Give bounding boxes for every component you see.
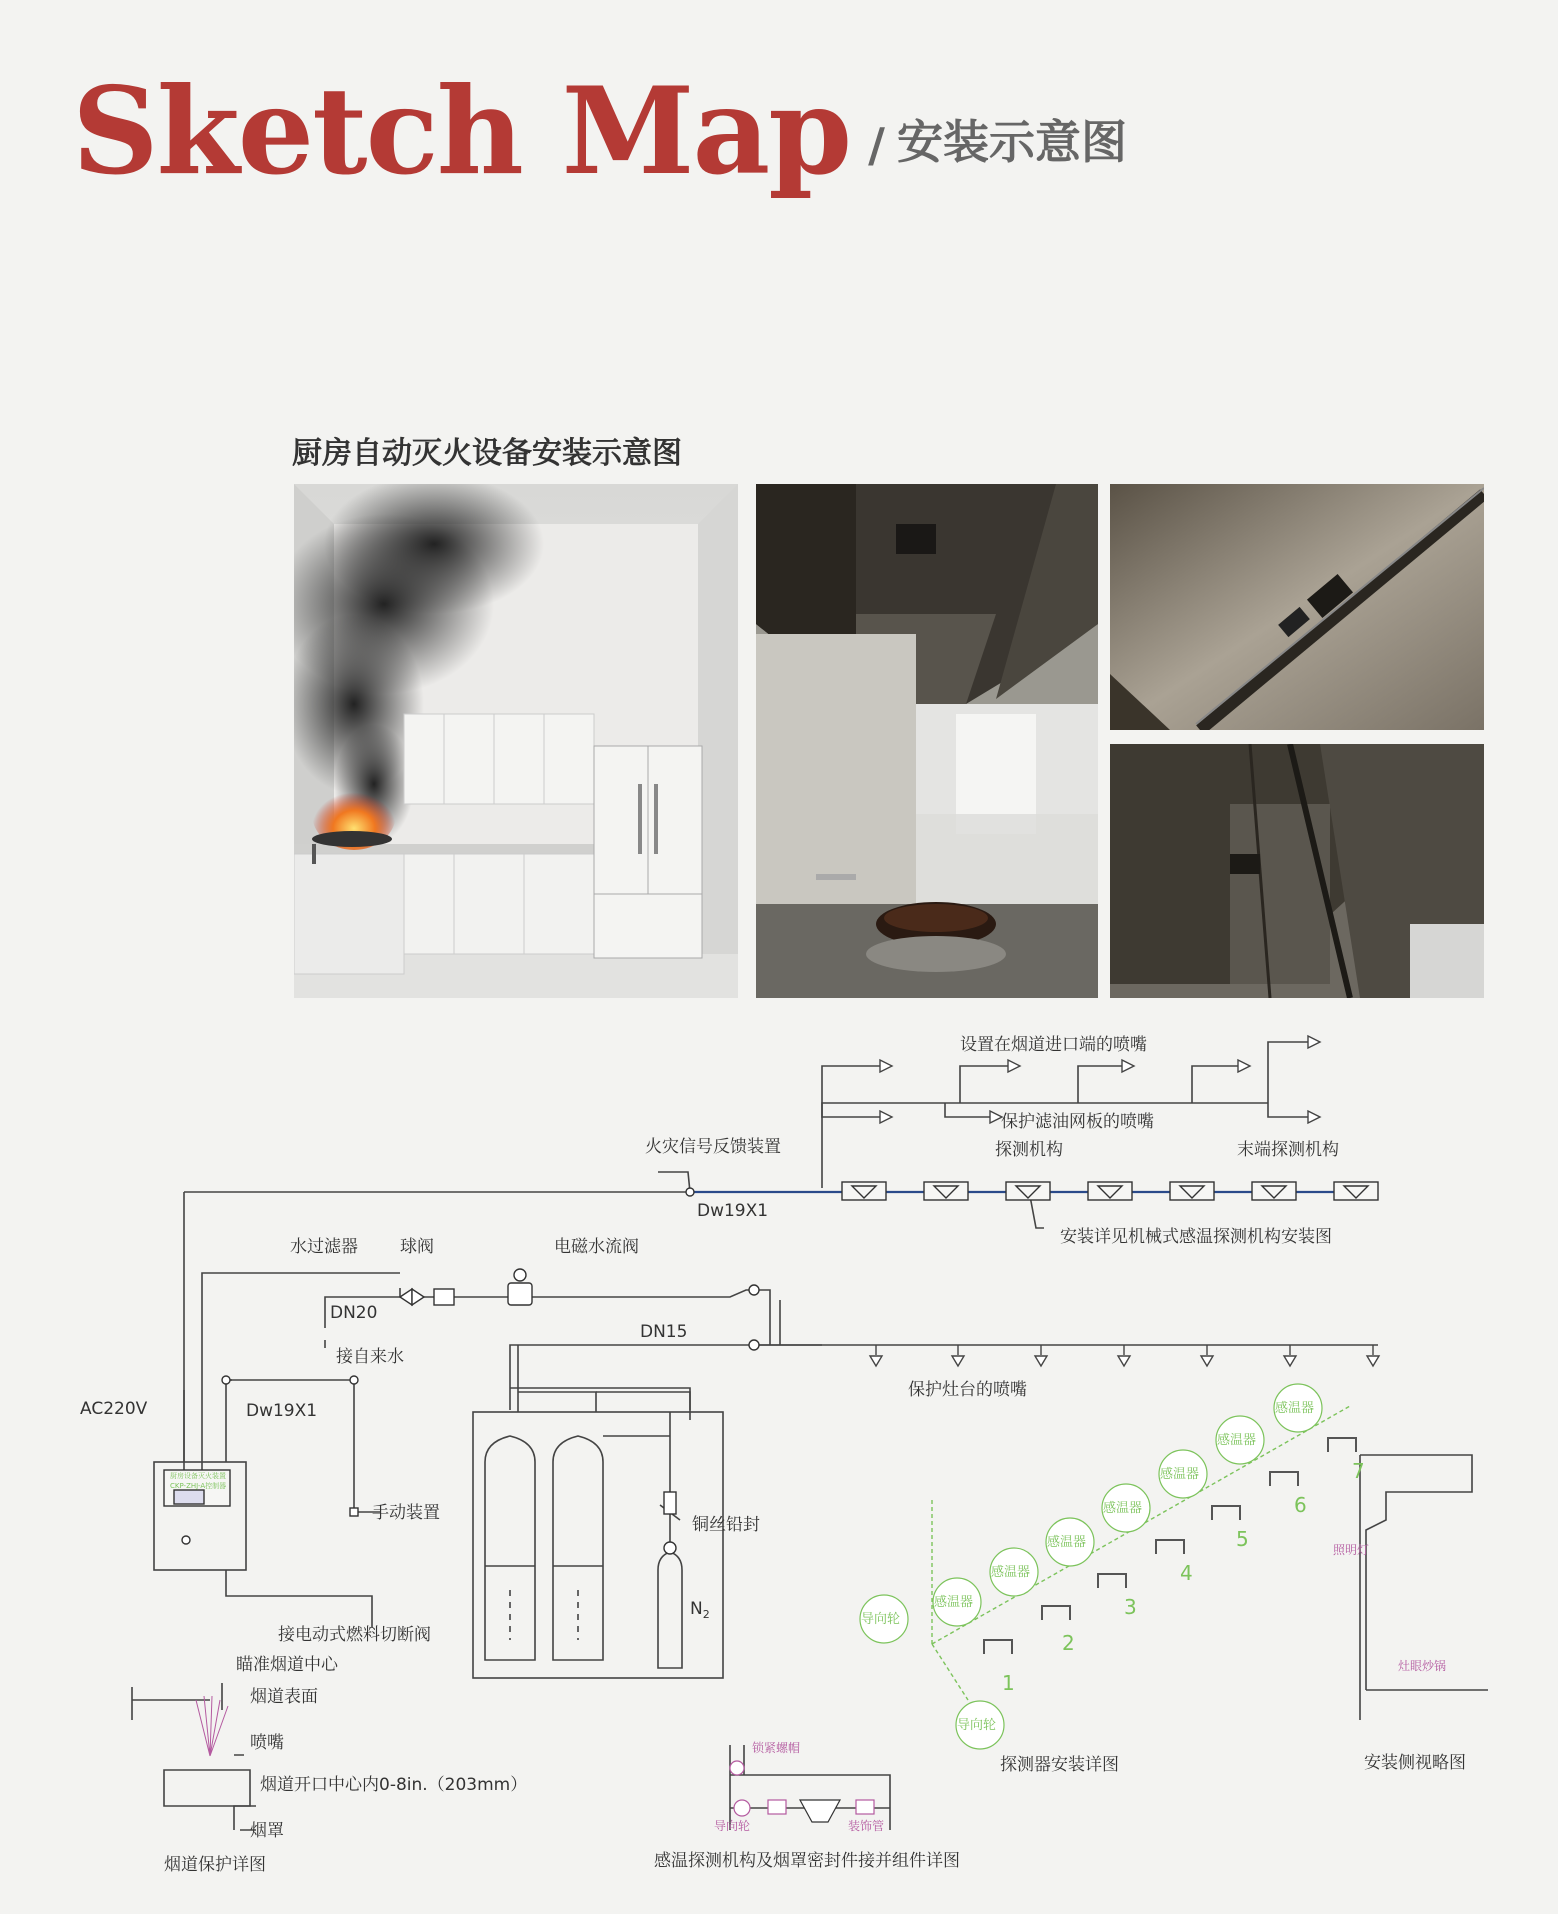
detector-number-1: 1: [1002, 1671, 1015, 1695]
label-detector: 探测机构: [995, 1140, 1063, 1160]
label-filter-nozzle: 保护滤油网板的喷嘴: [1001, 1112, 1154, 1132]
label-fire-signal: 火灾信号反馈装置: [645, 1137, 781, 1157]
label-manual-device: 手动装置: [372, 1503, 440, 1523]
label-n2: $N_2$: [690, 1599, 710, 1621]
label-tap-water: 接自来水: [336, 1347, 404, 1367]
label-ac220v: AC220V: [80, 1399, 148, 1419]
sensor-label-1: 感温器: [934, 1595, 974, 1610]
label-install-ref: 安装详见机械式感温探测机构安装图: [1060, 1227, 1332, 1247]
sensor-label-6: 感温器: [1217, 1433, 1257, 1448]
label-fuel-cutoff: 接电动式燃料切断阀: [278, 1625, 431, 1645]
side-view-caption: 安装侧视略图: [1364, 1753, 1466, 1773]
control-box-line1: 厨房设备灭火装置: [170, 1472, 226, 1480]
detector-number-4: 4: [1180, 1561, 1193, 1585]
duct-distance-label: 烟道开口中心内0-8in.（203mm）: [260, 1775, 528, 1795]
detector-number-6: 6: [1294, 1493, 1307, 1517]
label-cable-top: Dw19X1: [697, 1201, 769, 1221]
guide-wheel-top-label: 导向轮: [861, 1612, 901, 1627]
seal-lock-nut-label: 锁紧螺帽: [752, 1741, 801, 1755]
detector-number-3: 3: [1124, 1595, 1137, 1619]
label-water-filter: 水过滤器: [290, 1237, 358, 1257]
control-box-line2: CKP-ZHJ-A控制器: [170, 1482, 227, 1490]
side-view-lamp-label: 照明灯: [1333, 1543, 1370, 1557]
sensor-label-3: 感温器: [1047, 1535, 1087, 1550]
label-duct-inlet-nozzle: 设置在烟道进口端的喷嘴: [960, 1035, 1147, 1055]
label-dn20: DN20: [330, 1303, 378, 1323]
sensor-label-2: 感温器: [991, 1565, 1031, 1580]
sensor-label-7: 感温器: [1275, 1401, 1315, 1416]
title-separator: /: [868, 118, 885, 172]
label-end-detector: 末端探测机构: [1237, 1140, 1339, 1160]
label-dn15: DN15: [640, 1322, 688, 1342]
page-subtitle: 安装示意图: [896, 115, 1127, 169]
side-view-wok-label: 灶眼炒锅: [1398, 1659, 1447, 1673]
detector-number-2: 2: [1062, 1631, 1075, 1655]
seal-decor-pipe-label: 装饰管: [848, 1819, 885, 1833]
section-title: 厨房自动灭火设备安装示意图: [292, 436, 682, 471]
sensor-label-4: 感温器: [1103, 1501, 1143, 1516]
seal-detail-caption: 感温探测机构及烟罩密封件接并组件详图: [654, 1851, 960, 1871]
detector-detail-caption: 探测器安装详图: [1000, 1755, 1119, 1775]
sensor-label-5: 感温器: [1160, 1467, 1200, 1482]
label-ball-valve: 球阀: [400, 1237, 434, 1257]
detector-number-7: 7: [1352, 1459, 1365, 1483]
duct-detail-caption: 烟道保护详图: [164, 1855, 266, 1875]
detector-number-5: 5: [1236, 1527, 1249, 1551]
duct-hood-label: 烟罩: [250, 1821, 284, 1841]
duct-surface-label: 烟道表面: [250, 1687, 318, 1707]
label-solenoid-valve: 电磁水流阀: [554, 1237, 639, 1257]
label-copper-seal: 铜丝铅封: [692, 1515, 760, 1535]
label-stove-nozzle: 保护灶台的喷嘴: [908, 1380, 1027, 1400]
label-cable-left: Dw19X1: [246, 1401, 318, 1421]
duct-nozzle-label: 喷嘴: [250, 1733, 284, 1753]
guide-wheel-bottom-label: 导向轮: [957, 1718, 997, 1733]
page-title: Sketch Map: [72, 61, 851, 202]
duct-aim-label: 瞄准烟道中心: [236, 1655, 338, 1675]
seal-guide-wheel-label: 导向轮: [714, 1819, 751, 1833]
